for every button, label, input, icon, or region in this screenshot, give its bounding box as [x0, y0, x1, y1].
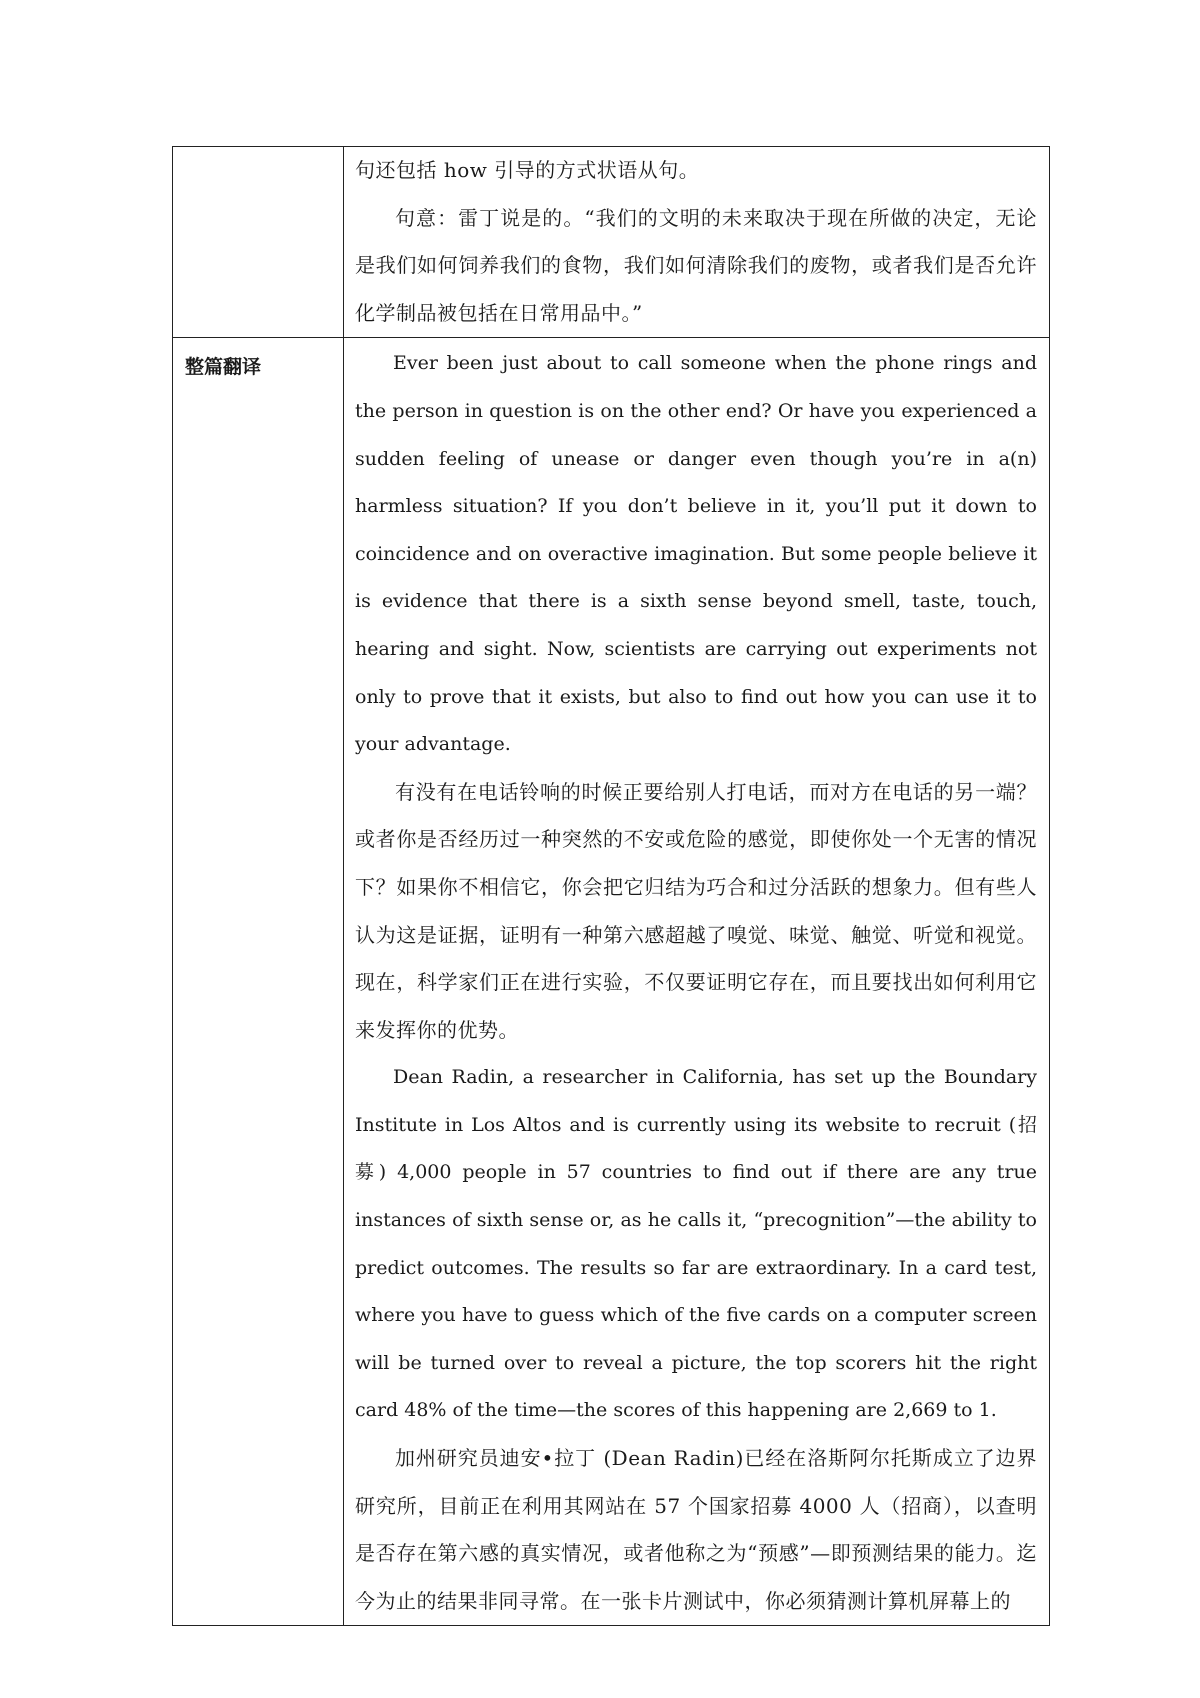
row-content-cell	[344, 147, 1050, 338]
paragraph: 句还包括 how 引导的方式状语从句。	[355, 158, 700, 182]
row-label	[173, 147, 343, 153]
paragraph: 句意：雷丁说是的。“我们的文明的未来取决于现在所做的决定，无论是我们如何饲养我们的食物，我们如何清除我们的废物，或者我们是否允许化学制品被包括在日常用品中。”	[355, 205, 1037, 325]
paragraph-english: Ever been just about to call someone when the phone rings and the person in question is on the other end? Or have you experienced a sudden feeling of unease or danger even though you’re in a(n) harmless situation? If you don’t believe in it, you’ll put it down to coincidence and on overactive imagination. But some people believe it is evidence that there is a sixth sense beyond smell, taste, touch, hearing and sight. Now, scientists are carrying out experiments not only to prove that it exists, but also to find out how you can use it to your advantage.	[355, 352, 1037, 756]
row-label-cell	[173, 147, 344, 338]
table-row	[173, 147, 1050, 338]
row-label-cell	[173, 338, 344, 1626]
table-row	[173, 338, 1050, 1626]
row-content-cell	[344, 338, 1050, 1626]
paragraph-english: Dean Radin, a researcher in California, has set up the Boundary Institute in Los Altos and is currently using its website to recruit (招募) 4,000 people in 57 countries to find out if there are any true instances of sixth sense or, as he calls it, “precognition”—the ability to predict outcomes. The results so far are extraordinary. In a card test, where you have to guess which of the five cards on a computer screen will be turned over to reveal a picture, the top scorers hit the right card 48% of the time—the scores of this happening are 2,669 to 1.	[355, 1066, 1037, 1422]
paragraph-chinese: 加州研究员迪安•拉丁 (Dean Radin)已经在洛斯阿尔托斯成立了边界研究所，目前正在利用其网站在 57 个国家招募 4000 人（招商），以查明是否存在第六感的真实情况，或者他称之为“预感”—即预测结果的能力。迄今为止的结果非同寻常。在一张卡片测试中，你必须猜测计算机屏幕上的	[355, 1446, 1037, 1613]
document-table	[172, 146, 1050, 1626]
paragraph-chinese: 有没有在电话铃响的时候正要给别人打电话，而对方在电话的另一端？或者你是否经历过一种突然的不安或危险的感觉，即使你处一个无害的情况下？如果你不相信它，你会把它归结为巧合和过分活跃的想象力。但有些人认为这是证据，证明有一种第六感超越了嗅觉、味觉、触觉、听觉和视觉。现在，科学家们正在进行实验，不仅要证明它存在，而且要找出如何利用它来发挥你的优势。	[355, 779, 1037, 1042]
row-label: 整篇翻译	[185, 356, 262, 379]
